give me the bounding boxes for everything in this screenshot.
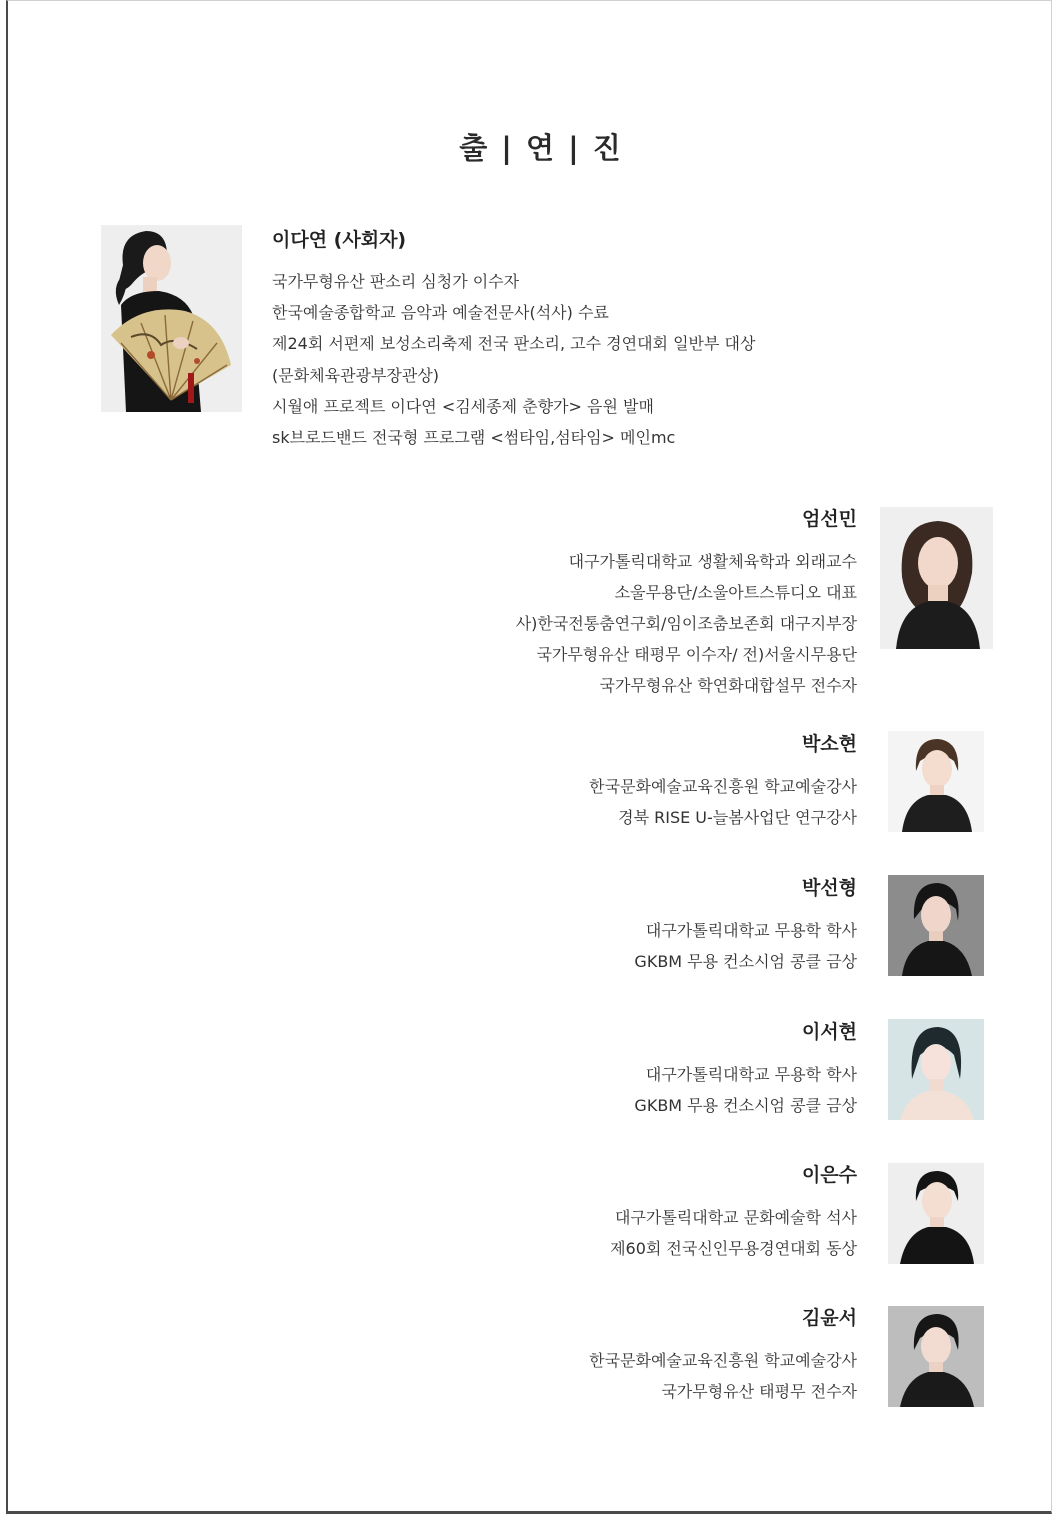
host-career-line: 한국예술종합학교 음악과 예술전문사(석사) 수료: [272, 303, 609, 323]
host-career-line: 제24회 서편제 보성소리축제 전국 판소리, 고수 경연대회 일반부 대상: [272, 334, 756, 354]
performer-name: 이서현: [801, 1021, 857, 1043]
performer-career-line: 한국문화예술교육진흥원 학교예술강사: [589, 1351, 857, 1370]
performer-profile: [634, 1019, 857, 1121]
performer-photo: [888, 1306, 984, 1407]
page-title: 출 | 연 | 진: [459, 131, 623, 165]
performer-name: 박소현: [801, 733, 857, 755]
host-career-line: sk브로드밴드 전국형 프로그램 <썸타임,섬타임> 메인mc: [272, 428, 676, 448]
performer-career-list: [634, 915, 857, 977]
performer-career-list: [610, 1202, 857, 1264]
performer-photo: [888, 875, 984, 976]
performer-profile: [589, 1305, 857, 1407]
performer-career-list: [589, 1345, 857, 1407]
performer-career-line: 국가무형유산 태평무 전수자: [661, 1382, 857, 1401]
performer-name: 김윤서: [801, 1307, 857, 1329]
host-career-line: 국가무형유산 판소리 심청가 이수자: [272, 272, 520, 291]
performer-profile: [589, 731, 857, 833]
performer-career-line: 대구가톨릭대학교 문화예술학 석사: [614, 1208, 857, 1227]
host-career-line: 시월애 프로젝트 이다연 <김세종제 춘향가> 음원 발매: [272, 396, 654, 416]
performer-career-line: 한국문화예술교육진흥원 학교예술강사: [589, 777, 857, 796]
performer-profile: [516, 506, 857, 701]
performer-name: 이은수: [801, 1164, 857, 1186]
performer-career-line: 경북 RISE U-늘봄사업단 연구강사: [618, 808, 857, 827]
performer-career-list: [634, 1059, 857, 1121]
performer-career-list: [516, 546, 857, 701]
performer-career-line: 대구가톨릭대학교 무용학 학사: [645, 921, 857, 940]
performer-career-line: 대구가톨릭대학교 생활체육학과 외래교수: [568, 552, 857, 571]
performer-career-line: 소울무용단/소울아트스튜디오 대표: [614, 583, 857, 602]
performer-photo: [888, 1019, 984, 1120]
performer-career-line: GKBM 무용 컨소시엄 콩클 금상: [634, 952, 857, 971]
performer-career-line: 사)한국전통춤연구회/임이조춤보존회 대구지부장: [515, 614, 857, 633]
host-name: 이다연 (사회자): [272, 229, 407, 251]
performer-career-line: 대구가톨릭대학교 무용학 학사: [645, 1065, 857, 1084]
performer-career-line: 국가무형유산 학연화대합설무 전수자: [599, 676, 857, 695]
performer-career-list: [589, 771, 857, 833]
performer-profile: [610, 1162, 857, 1264]
host-career-list: [272, 266, 755, 453]
performer-profile: [634, 875, 857, 977]
performer-career-line: 제60회 전국신인무용경연대회 동상: [610, 1239, 857, 1258]
performer-photo: [880, 507, 993, 649]
host-photo: [101, 225, 242, 412]
performer-photo: [888, 731, 984, 832]
performer-career-line: GKBM 무용 컨소시엄 콩클 금상: [634, 1096, 857, 1115]
performer-photo: [888, 1163, 984, 1264]
host-career-line: (문화체육관광부장관상): [272, 365, 440, 385]
performer-name: 박선형: [801, 877, 857, 899]
performer-career-line: 국가무형유산 태평무 이수자/ 전)서울시무용단: [536, 645, 857, 664]
performer-name: 엄선민: [801, 508, 857, 530]
